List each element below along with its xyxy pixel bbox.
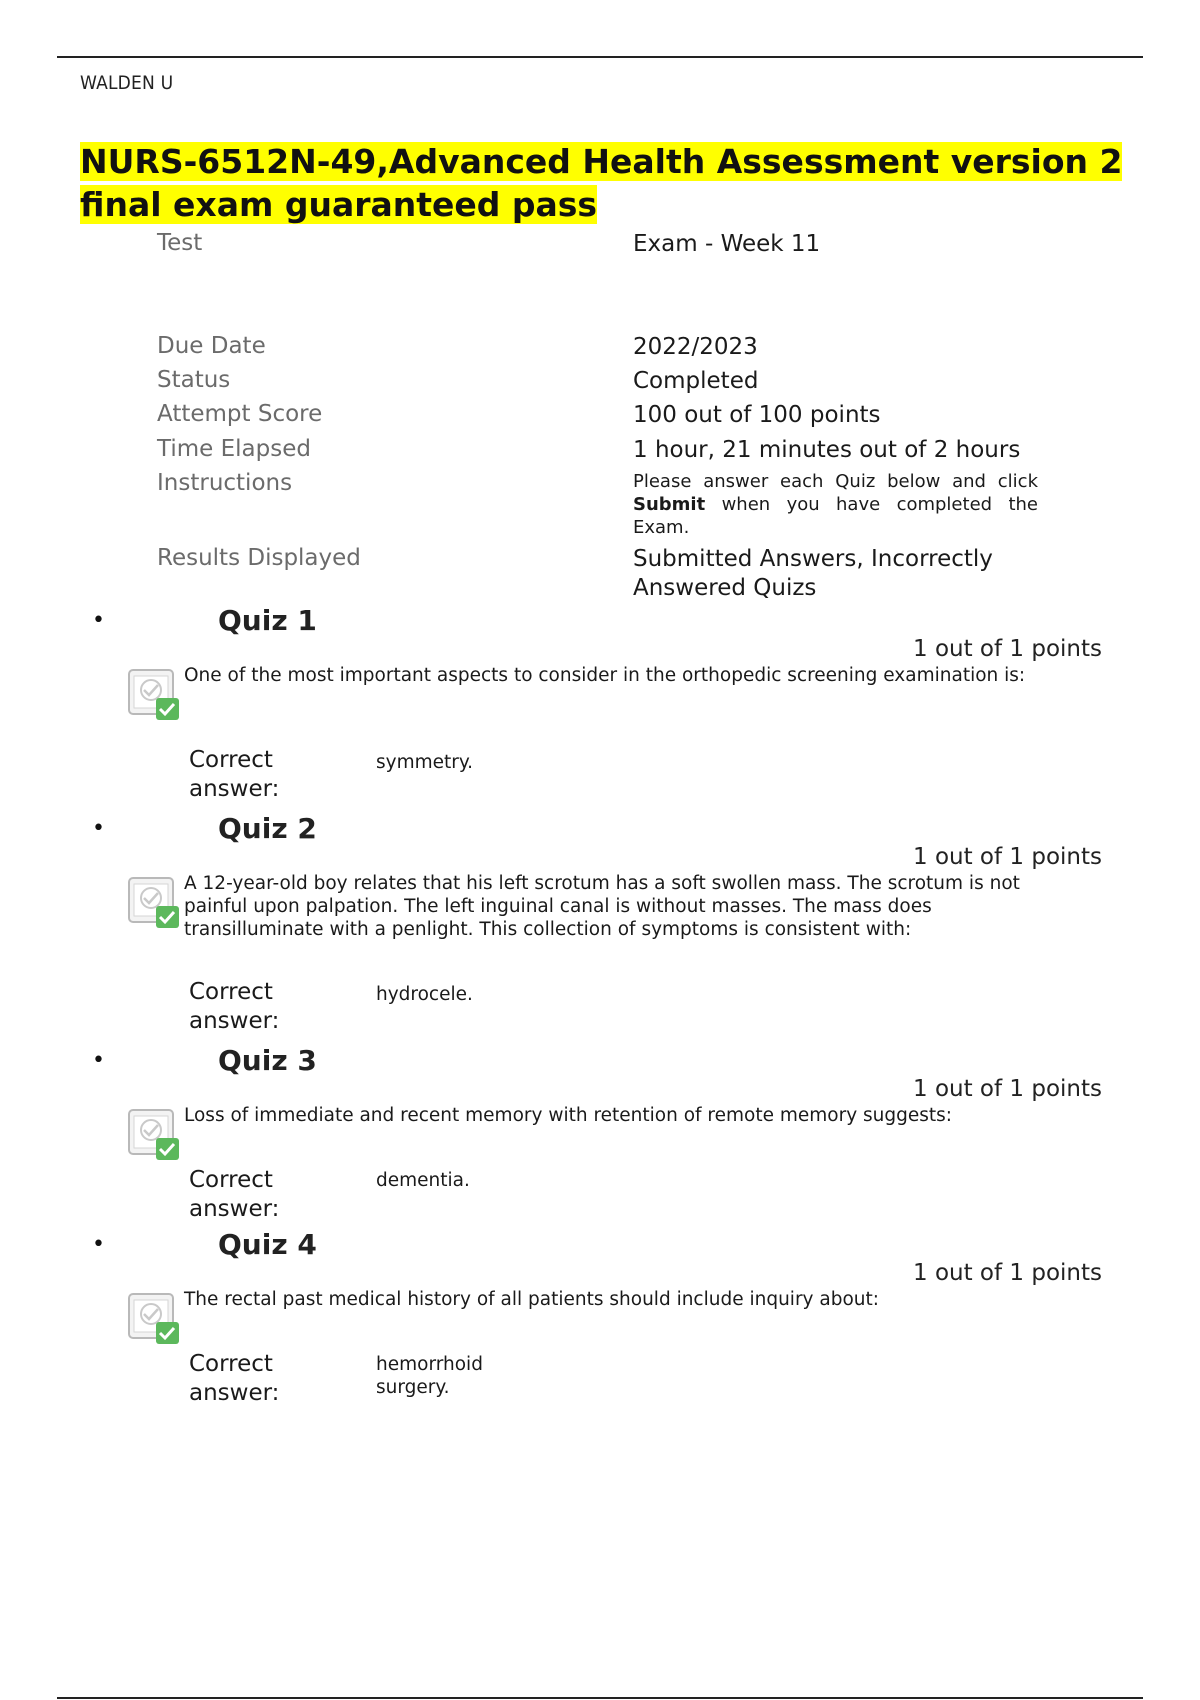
answer-value: hydrocele.: [376, 984, 473, 1005]
detail-label: Due Date: [157, 333, 266, 359]
detail-value: 100 out of 100 points: [633, 402, 881, 428]
answer-label: Correct answer:: [189, 747, 280, 802]
bullet-icon: •: [92, 608, 105, 633]
detail-label: Results Displayed: [157, 545, 361, 571]
top-divider: [57, 56, 1143, 58]
bottom-divider: [57, 1697, 1143, 1699]
detail-value: Submitted Answers, Incorrectly Answered Quizs: [633, 546, 993, 601]
instructions-text-pre: Please answer each Quiz below and click: [633, 471, 1038, 492]
detail-label: Instructions: [157, 470, 293, 496]
correct-check-icon: [127, 1108, 181, 1162]
answer-value: dementia.: [376, 1170, 470, 1191]
detail-label: Attempt Score: [157, 401, 323, 427]
detail-label: Status: [157, 367, 231, 393]
quiz-question: One of the most important aspects to consider in the orthopedic screening examination is:: [184, 665, 1026, 686]
quiz-points: 1 out of 1 points: [913, 1076, 1102, 1102]
quiz-points: 1 out of 1 points: [913, 636, 1102, 662]
answer-value: hemorrhoid surgery.: [376, 1354, 483, 1398]
detail-value: 2022/2023: [633, 334, 758, 360]
bullet-icon: •: [92, 1232, 105, 1257]
page-title-highlight: NURS-6512N-49,Advanced Health Assessment version 2 final exam guaranteed pass: [80, 142, 1123, 224]
instructions-submit-keyword: Submit: [633, 494, 706, 515]
answer-value: symmetry.: [376, 752, 474, 773]
detail-label: Test: [157, 230, 203, 256]
answer-label: Correct answer:: [189, 1351, 280, 1406]
bullet-icon: •: [92, 816, 105, 841]
quiz-points: 1 out of 1 points: [913, 844, 1102, 870]
bullet-icon: •: [92, 1048, 105, 1073]
detail-value: Exam - Week 11: [633, 231, 821, 257]
instructions-text-post: when you have completed the Exam.: [633, 494, 1038, 538]
correct-check-icon: [127, 876, 181, 930]
correct-check-icon: [127, 668, 181, 722]
page-title: [80, 140, 1130, 226]
instructions-text: [633, 470, 1038, 539]
quiz-title: Quiz 2: [218, 812, 317, 845]
quiz-question: Loss of immediate and recent memory with retention of remote memory suggests:: [184, 1105, 953, 1126]
answer-label: Correct answer:: [189, 979, 280, 1034]
answer-label: Correct answer:: [189, 1167, 280, 1222]
quiz-title: Quiz 3: [218, 1044, 317, 1077]
correct-check-icon: [127, 1292, 181, 1346]
detail-value: 1 hour, 21 minutes out of 2 hours: [633, 437, 1021, 463]
quiz-points: 1 out of 1 points: [913, 1260, 1102, 1286]
quiz-title: Quiz 1: [218, 604, 317, 637]
detail-label: Time Elapsed: [157, 436, 311, 462]
quiz-title: Quiz 4: [218, 1228, 317, 1261]
quiz-question: The rectal past medical history of all patients should include inquiry about:: [184, 1289, 879, 1310]
detail-value: Completed: [633, 368, 759, 394]
quiz-question: A 12-year-old boy relates that his left scrotum has a soft swollen mass. The scrotum is not painful upon palpation. The left inguinal canal is without masses. The mass does transilluminate with a penlight. This collection of symptoms is consistent with:: [184, 873, 1020, 940]
institution-header: WALDEN U: [80, 72, 174, 94]
